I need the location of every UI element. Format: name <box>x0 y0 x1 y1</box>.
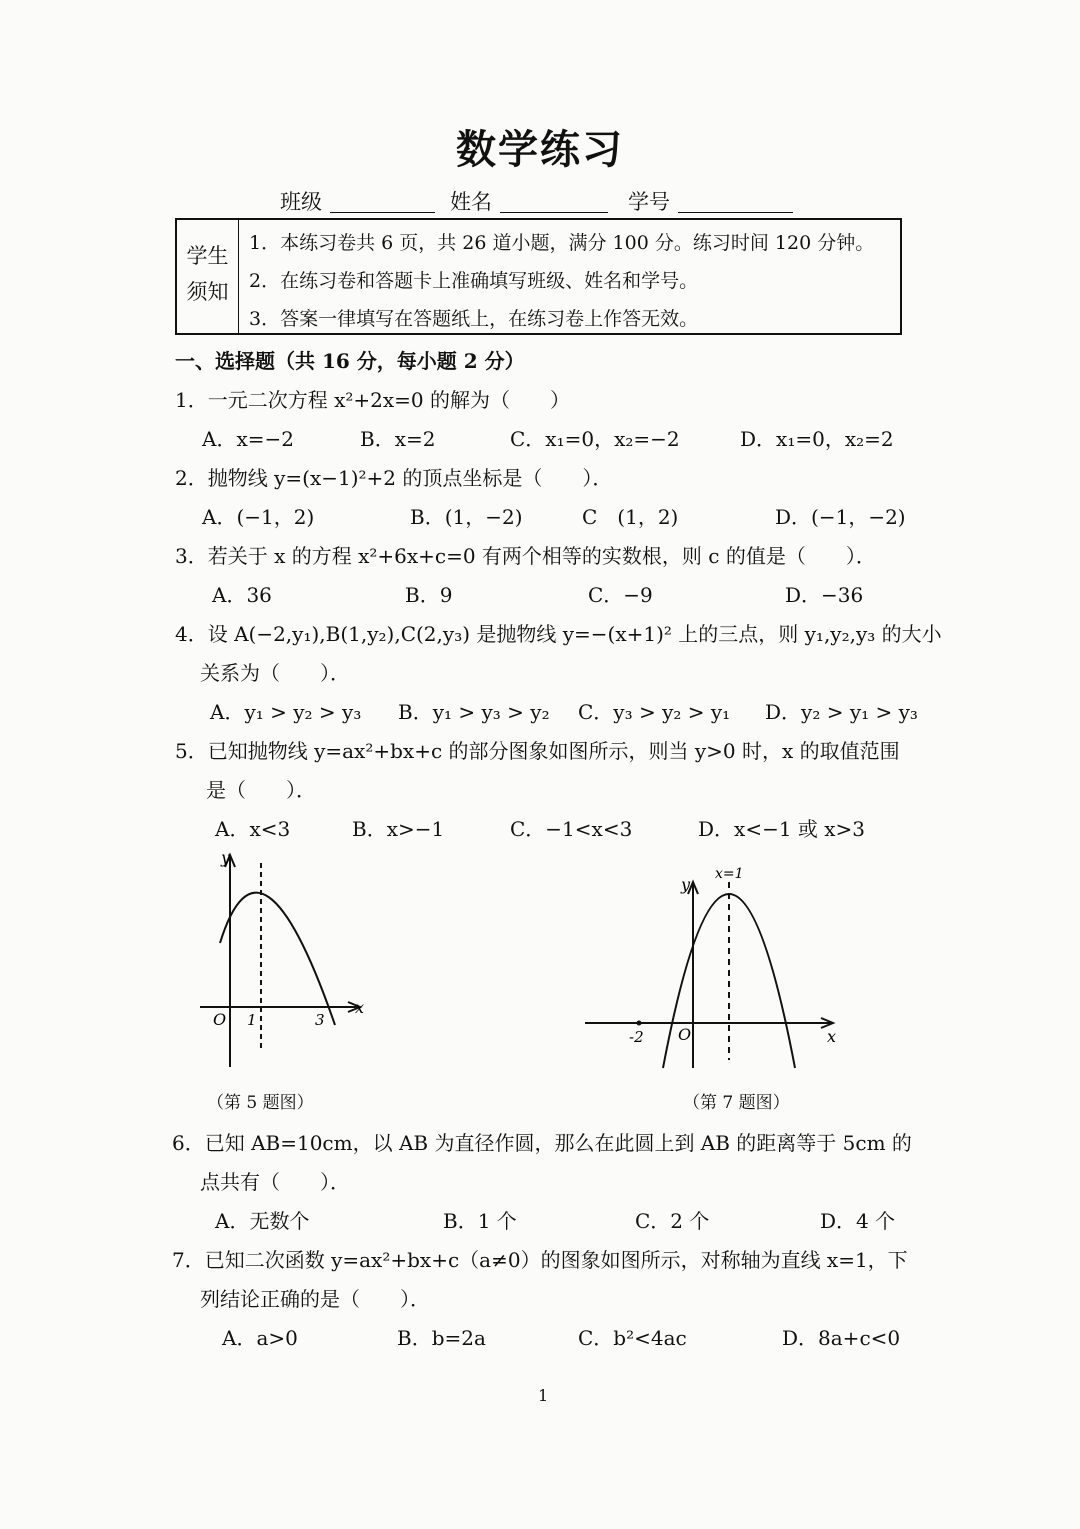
option: C (1，2) <box>582 505 679 529</box>
figure-5-caption: （第 5 题图） <box>207 1093 314 1113</box>
id-field <box>628 186 793 216</box>
fig7-y-label: y <box>681 875 691 894</box>
id-label: 学号 <box>628 190 670 214</box>
option: C．−9 <box>588 583 653 607</box>
question-6-cont: 点共有（ ）． <box>200 1170 350 1194</box>
class-label: 班级 <box>280 190 322 214</box>
option: D．y₂ > y₁ > y₃ <box>765 700 918 724</box>
question-4-cont: 关系为（ ）． <box>200 661 350 685</box>
question-7: 7．已知二次函数 y=ax²+bx+c（a≠0）的图象如图所示，对称轴为直线 x=1，下 <box>172 1248 908 1272</box>
figure-7-graph <box>585 860 840 1075</box>
fig7-origin: O <box>678 1025 692 1044</box>
fig7-point-neg2 <box>637 1021 642 1026</box>
name-label: 姓名 <box>450 190 492 214</box>
option: D．x₁=0，x₂=2 <box>740 427 894 451</box>
notice-item: 3．答案一律填写在答题纸上，在练习卷上作答无效。 <box>249 308 699 330</box>
notice-label: 学生 须知 <box>177 220 239 333</box>
question-3: 3．若关于 x 的方程 x²+6x+c=0 有两个相等的实数根，则 c 的值是（ ）． <box>175 544 876 568</box>
page-title: 数学练习 <box>456 126 624 173</box>
option: A．36 <box>212 583 272 607</box>
section-heading: 一、选择题（共 16 分，每小题 2 分） <box>175 349 525 373</box>
name-blank <box>500 192 608 213</box>
option: B．(1，−2) <box>410 505 523 529</box>
fig7-x-label: x <box>827 1027 837 1046</box>
option: A．a>0 <box>222 1326 298 1350</box>
question-7-cont: 列结论正确的是（ ）． <box>200 1287 430 1311</box>
question-6: 6．已知 AB=10cm，以 AB 为直径作圆，那么在此圆上到 AB 的距离等于 5cm 的 <box>172 1131 912 1155</box>
option: C．b²<4ac <box>578 1326 687 1350</box>
fig7-axis-label: x=1 <box>715 866 744 882</box>
option: B．9 <box>405 583 453 607</box>
option: D．4 个 <box>820 1209 896 1233</box>
id-blank <box>678 192 793 213</box>
fig5-x-label: x <box>355 998 365 1017</box>
notice-item: 2．在练习卷和答题卡上准确填写班级、姓名和学号。 <box>249 270 699 292</box>
option: B．b=2a <box>397 1326 486 1350</box>
fig5-parabola <box>220 893 335 1025</box>
option: A．无数个 <box>215 1209 310 1233</box>
option: D．x<−1 或 x>3 <box>698 817 866 841</box>
class-field <box>280 186 435 216</box>
question-2: 2．抛物线 y=(x−1)²+2 的顶点坐标是（ ）． <box>175 466 613 490</box>
option: D．8a+c<0 <box>782 1326 901 1350</box>
option: A．x=−2 <box>202 427 294 451</box>
page-number: 1 <box>538 1386 549 1405</box>
question-5: 5．已知抛物线 y=ax²+bx+c 的部分图象如图所示，则当 y>0 时，x 的取值范围 <box>175 739 900 763</box>
option: D．(−1，−2) <box>775 505 906 529</box>
option: C．x₁=0，x₂=−2 <box>510 427 680 451</box>
class-blank <box>330 192 435 213</box>
figure-5-graph <box>195 845 385 1075</box>
option: B．x>−1 <box>352 817 445 841</box>
option: A．(−1，2) <box>202 505 315 529</box>
fig5-tick-3: 3 <box>315 1011 325 1029</box>
fig5-tick-1: 1 <box>247 1011 257 1029</box>
figure-7-caption: （第 7 题图） <box>683 1093 790 1113</box>
name-field <box>450 186 608 216</box>
notice-box <box>175 218 902 335</box>
question-4: 4．设 A(−2,y₁),B(1,y₂),C(2,y₃) 是抛物线 y=−(x+1)² 上的三点，则 y₁,y₂,y₃ 的大小 <box>175 622 942 646</box>
option: B．x=2 <box>360 427 436 451</box>
option: C．y₃ > y₂ > y₁ <box>578 700 731 724</box>
option: B．y₁ > y₃ > y₂ <box>398 700 550 724</box>
notice-item: 1．本练习卷共 6 页，共 26 道小题，满分 100 分。练习时间 120 分钟。 <box>249 232 875 254</box>
fig5-y-label: y <box>221 848 231 867</box>
question-5-cont: 是（ ）． <box>206 778 316 802</box>
option: A．x<3 <box>215 817 291 841</box>
option: A．y₁ > y₂ > y₃ <box>210 700 362 724</box>
option: C．−1<x<3 <box>510 817 633 841</box>
option: D．−36 <box>785 583 864 607</box>
question-1: 1．一元二次方程 x²+2x=0 的解为（ ） <box>175 388 570 412</box>
option: B．1 个 <box>443 1209 517 1233</box>
option: C．2 个 <box>635 1209 710 1233</box>
fig7-tick-neg2: -2 <box>629 1028 644 1046</box>
fig5-origin: O <box>213 1010 227 1029</box>
